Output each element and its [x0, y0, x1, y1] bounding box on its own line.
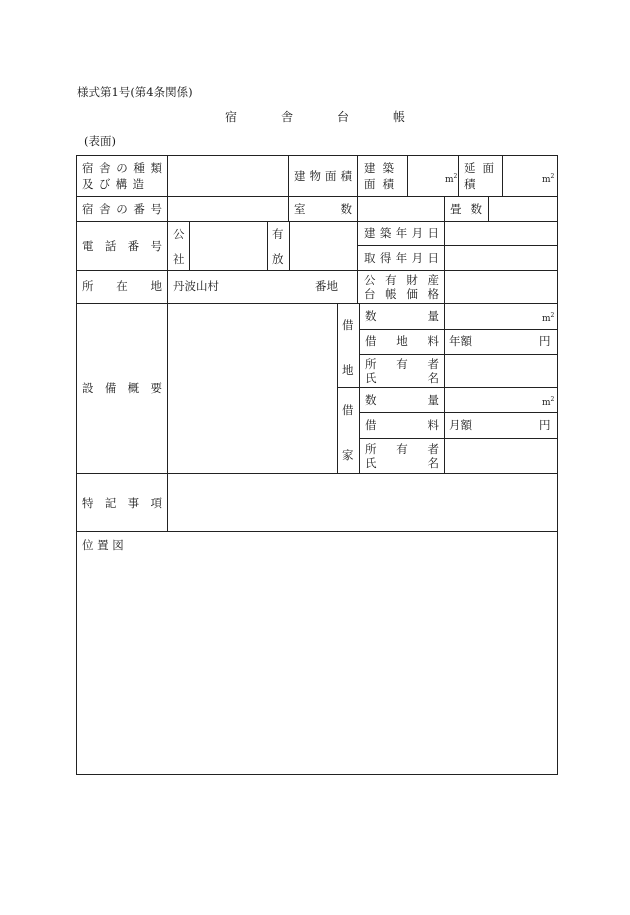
row-divider	[359, 438, 557, 439]
yen-label: 円	[539, 334, 551, 348]
location-map-label: 位 置 図	[82, 538, 124, 552]
owner-label: 所 有 者	[365, 442, 439, 456]
col-divider	[167, 156, 168, 531]
col-divider	[189, 221, 190, 270]
yen-label: 円	[539, 418, 551, 432]
row-divider	[77, 303, 557, 304]
public-property-value-label: 公 有 財 産	[364, 273, 439, 287]
title-char: 帳	[392, 110, 405, 124]
owner-label: 所 有 者	[365, 357, 439, 371]
banchi-label: 番地	[315, 279, 338, 293]
row-divider	[77, 221, 557, 222]
row-divider	[359, 412, 557, 413]
unit-square-meter: $m^2$	[445, 173, 458, 185]
public-label: 公	[173, 227, 185, 241]
location-label: 所 在 地	[82, 279, 162, 293]
type-structure-label: 宿 舎 の 種 類	[82, 161, 162, 175]
company-label: 社	[173, 252, 185, 266]
leased-land-label: 地	[342, 363, 354, 377]
col-divider	[502, 156, 503, 196]
room-count-label: 室 数	[294, 202, 352, 216]
unit-square-meter: $m^2$	[542, 312, 555, 324]
row-divider	[77, 473, 557, 474]
col-divider	[357, 156, 358, 270]
total-floor-area-label: 延 面	[464, 161, 494, 175]
form-number: 様式第1号(第4条関係)	[77, 85, 193, 99]
col-divider	[337, 303, 338, 473]
land-rent-label: 借 地 料	[365, 334, 439, 348]
owner-name-label: 氏 名	[365, 371, 439, 385]
dormitory-number-label: 宿 舎 の 番 号	[82, 202, 162, 216]
annual-label: 年額	[449, 334, 472, 348]
tatami-count-label: 畳 数	[450, 202, 482, 216]
col-divider	[458, 156, 459, 196]
construction-area-label: 面 積	[364, 177, 394, 191]
broadcast-label: 放	[272, 252, 284, 266]
total-floor-area-label: 積	[464, 177, 476, 191]
row-divider	[77, 270, 557, 271]
col-divider	[444, 196, 445, 221]
monthly-label: 月額	[449, 418, 472, 432]
col-divider	[359, 303, 360, 473]
rent-label: 借 料	[365, 418, 439, 432]
quantity-label: 数 量	[365, 393, 439, 407]
col-divider	[288, 196, 289, 221]
col-divider	[444, 221, 445, 303]
col-divider	[288, 156, 289, 196]
row-divider	[77, 531, 557, 532]
unit-square-meter: $m^2$	[542, 173, 555, 185]
location-value: 丹波山村	[173, 279, 219, 293]
row-divider	[359, 354, 557, 355]
construction-area-label: 建 築	[364, 161, 394, 175]
col-divider	[488, 196, 489, 221]
leased-house-label: 借	[342, 403, 354, 417]
title-char: 舎	[280, 110, 293, 124]
title-char: 台	[336, 110, 349, 124]
ledger-table	[76, 155, 558, 775]
unit-square-meter: $m^2$	[542, 396, 555, 408]
row-divider	[359, 329, 557, 330]
col-divider	[289, 221, 290, 270]
building-area-label: 建 物 面 積	[294, 169, 352, 183]
row-divider	[337, 387, 557, 388]
col-divider	[444, 303, 445, 473]
row-divider	[77, 196, 557, 197]
side-label: (表面)	[84, 134, 116, 148]
acquisition-date-label: 取 得 年 月 日	[364, 251, 439, 265]
leased-land-label: 借	[342, 318, 354, 332]
owner-name-label: 氏 名	[365, 456, 439, 470]
wired-label: 有	[272, 227, 284, 241]
special-notes-label: 特 記 事 項	[82, 496, 162, 510]
phone-number-label: 電 話 番 号	[82, 239, 162, 253]
col-divider	[267, 221, 268, 270]
leased-house-label: 家	[342, 448, 354, 462]
type-structure-label: 及 び 構 造	[82, 177, 144, 191]
col-divider	[407, 156, 408, 196]
col-divider	[357, 270, 358, 303]
title-char: 宿	[225, 110, 238, 124]
quantity-label: 数 量	[365, 309, 439, 323]
row-divider	[357, 245, 557, 246]
public-property-value-label: 台 帳 価 格	[364, 287, 439, 301]
construction-date-label: 建 築 年 月 日	[364, 226, 439, 240]
document-title	[225, 108, 405, 125]
facilities-summary-label: 設 備 概 要	[82, 381, 162, 395]
